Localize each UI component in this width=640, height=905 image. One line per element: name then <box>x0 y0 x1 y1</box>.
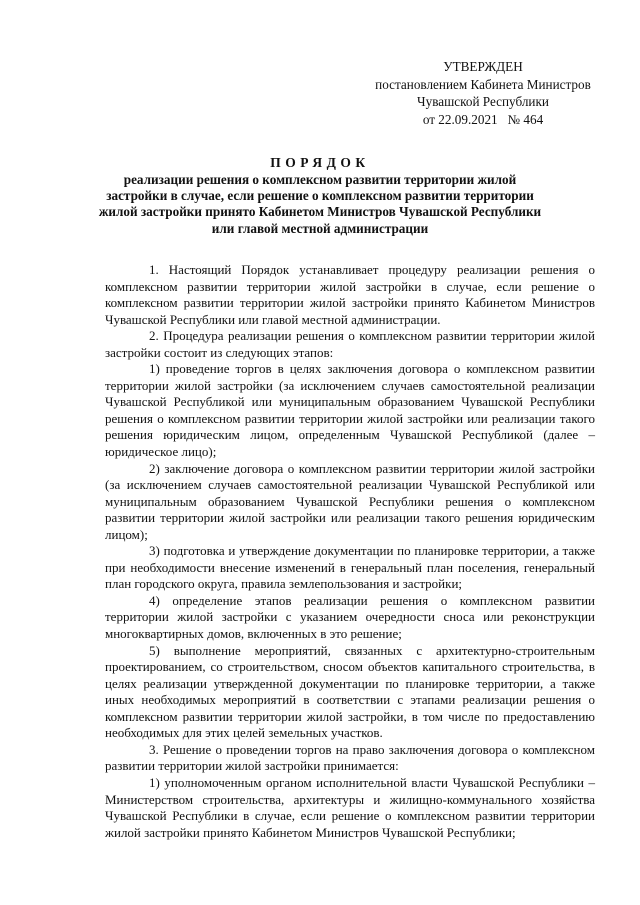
approval-line-approved: УТВЕРЖДЕН <box>443 59 523 74</box>
paragraph-3-item-1: 1) уполномоченным органом исполнительной власти Чувашской Республики – Министерством строительства, архитектуры и жилищно-коммунального хозяйства Чувашской Республики в случае, если решение о комплексном развитии территории жилой застройки принято Кабинетом Министров Чувашской Республики; <box>105 774 595 840</box>
approval-line-republic: Чувашской Республики <box>417 94 549 109</box>
title-heading: ПОРЯДОК <box>270 155 370 170</box>
paragraph-1: 1. Настоящий Порядок устанавливает процедуру реализации решения о комплексном развитии территории жилой застройки в случае, если решение о комплексном развитии территории жилой застройки принято Кабинетом Министров Чувашской Республики или главой местной администрации. <box>105 262 595 327</box>
paragraph-2-item-3: 3) подготовка и утверждение документации по планировке территории, а также при необходимости внесение изменений в генеральный план поселения, генеральный план городского округа, правила землепользования и застройки; <box>105 543 595 592</box>
paragraph-2-item-5: 5) выполнение мероприятий, связанных с архитектурно-строительным проектированием, со строительством, сносом объектов капитального строительства, в целях реализации утвержденной документации по планировке территории, а также иных необходимых мероприятий в соответствии с этапами реализации решения о комплексном развитии территории жилой застройки, в том числе по предоставлению необходимых для этих целей земельных участков. <box>105 642 595 741</box>
approval-line-resolution: постановлением Кабинета Министров <box>375 76 591 92</box>
document-title <box>92 154 548 237</box>
paragraph-2-item-1: 1) проведение торгов в целях заключения договора о комплексном развитии территории жилой застройки (за исключением случаев самостоятельной реализации Чувашской Республикой или муниципальным образованием Чувашской Республики решения о комплексном развитии территории жилой застройки или реализации такого решения юридическим лицом, определенным Чувашской Республикой (далее – юридическое лицо); <box>105 361 595 460</box>
document-body <box>105 262 595 841</box>
paragraph-2-item-4: 4) определение этапов реализации решения о комплексном развитии территории жилой застройки с указанием очередности сноса или реконструкции многоквартирных домов, включенных в это решение; <box>105 592 595 642</box>
paragraph-2: 2. Процедура реализации решения о комплексном развитии территории жилой застройки состоит из следующих этапов: <box>105 328 595 360</box>
paragraph-3: 3. Решение о проведении торгов на право заключения договора о комплексном развитии территории жилой застройки принимается: <box>105 741 595 774</box>
title-subtitle: реализации решения о комплексном развитии территории жилой застройки в случае, если решение о комплексном развитии территории жилой застройки принято Кабинетом Министров Чувашской Республики или главой местной администрации <box>98 172 542 236</box>
paragraph-2-item-2: 2) заключение договора о комплексном развитии территории жилой застройки (за исключением случаев самостоятельной реализации Чувашской Республикой или муниципальным образованием Чувашской Республики решения о комплексном развитии территории жилой застройки или реализации такого решения юридическим лицом); <box>105 460 595 542</box>
approval-stamp <box>358 58 608 128</box>
approval-line-date-number: от 22.09.2021 № 464 <box>422 111 544 127</box>
